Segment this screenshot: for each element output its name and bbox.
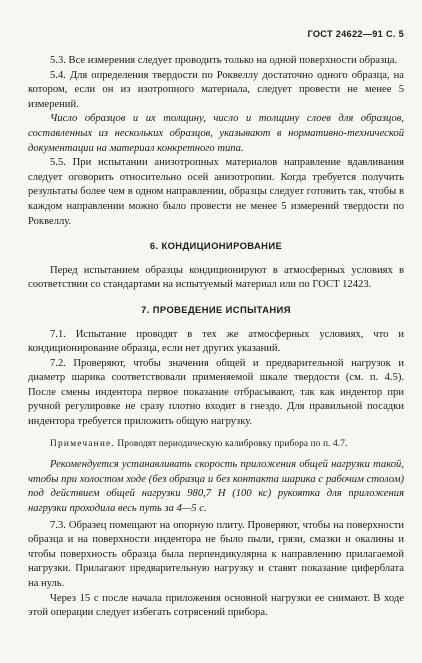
paragraph-7-3: 7.3. Образец помещают на опорную плиту. Проверяют, чтобы на поверхности образца и на поверхности индентора не было пыли, грязи, смазки и окалины и чтобы поверхность образца была перпендикулярна к направлению прилагаемой нагрузки. Прилагают предварительную нагрузку и ставят показание циферблата на нуль. bbox=[28, 519, 404, 589]
paragraph-7-2: 7.2. Проверяют, чтобы значения общей и предварительной нагрузок и диаметр шарика соответствовали применяемой шкале твердости (см. п. 4.5). После смены индентора первое показание отбрасывают, так как индентор при ручной регулировке не сразу плотно входит в гнездо. Для правильной посадки индентора требуется приложить общую нагрузку. bbox=[28, 357, 404, 428]
paragraph-6: Перед испытанием образцы кондиционируют в атмосферных условиях в соответствии со стандартами на испытуемый материал или по ГОСТ 12423. bbox=[28, 264, 404, 291]
paragraph-5-4: 5.4. Для определения твердости по Роквеллу достаточно одного образца, на котором, если он из изотропного материала, следует провести не менее 5 измерений. bbox=[28, 69, 404, 110]
paragraph-7-2-italic: Рекомендуется устанавливать скорость приложения общей нагрузки такой, чтобы при холостом ходе (без образца и без контакта шарика с рабочим столом) под действием общей нагрузки 980,7 Н (100 кс) рукоятка для приложения нагрузки проходила весь путь за 4—5 с. bbox=[28, 459, 404, 515]
note-label: Примечание. bbox=[50, 438, 115, 449]
page-body bbox=[28, 54, 404, 621]
section-7-heading: 7. ПРОВЕДЕНИЕ ИСПЫТАНИЯ bbox=[141, 303, 291, 315]
paragraph-5-5: 5.5. При испытании анизотропных материалов направление вдавливания следует оговорить относительно осей анизотропии. Когда требуется получить результаты более чем в одном направлении, образцы следует готовить так, чтобы в каждом направлении можно было провести не менее 5 измерений твердости по Роквеллу. bbox=[28, 157, 404, 227]
page-header: ГОСТ 24622—91 С. 5 bbox=[307, 29, 404, 39]
paragraph-5-3: 5.3. Все измерения следует проводить только на одной поверхности образца. bbox=[50, 55, 398, 66]
paragraph-7-1: 7.1. Испытание проводят в тех же атмосферных условиях, что и кондиционирование образца, если нет других указаний. bbox=[28, 328, 404, 355]
paragraph-7-3b: Через 15 с после начала приложения основной нагрузки ее снимают. В ходе этой операции следует избегать сотрясений прибора. bbox=[28, 592, 404, 619]
note bbox=[28, 437, 404, 452]
section-6-heading: 6. КОНДИЦИОНИРОВАНИЕ bbox=[149, 240, 283, 252]
paragraph-5-4-italic: Число образцов и их толщину, число и толщину слоев для образцов, составленных из нескольких образцов, указывают в нормативно-технической документации на материал конкретного типа. bbox=[28, 113, 404, 154]
note-text: Проводят периодическую калибровку прибора по п. 4.7. bbox=[117, 438, 348, 449]
